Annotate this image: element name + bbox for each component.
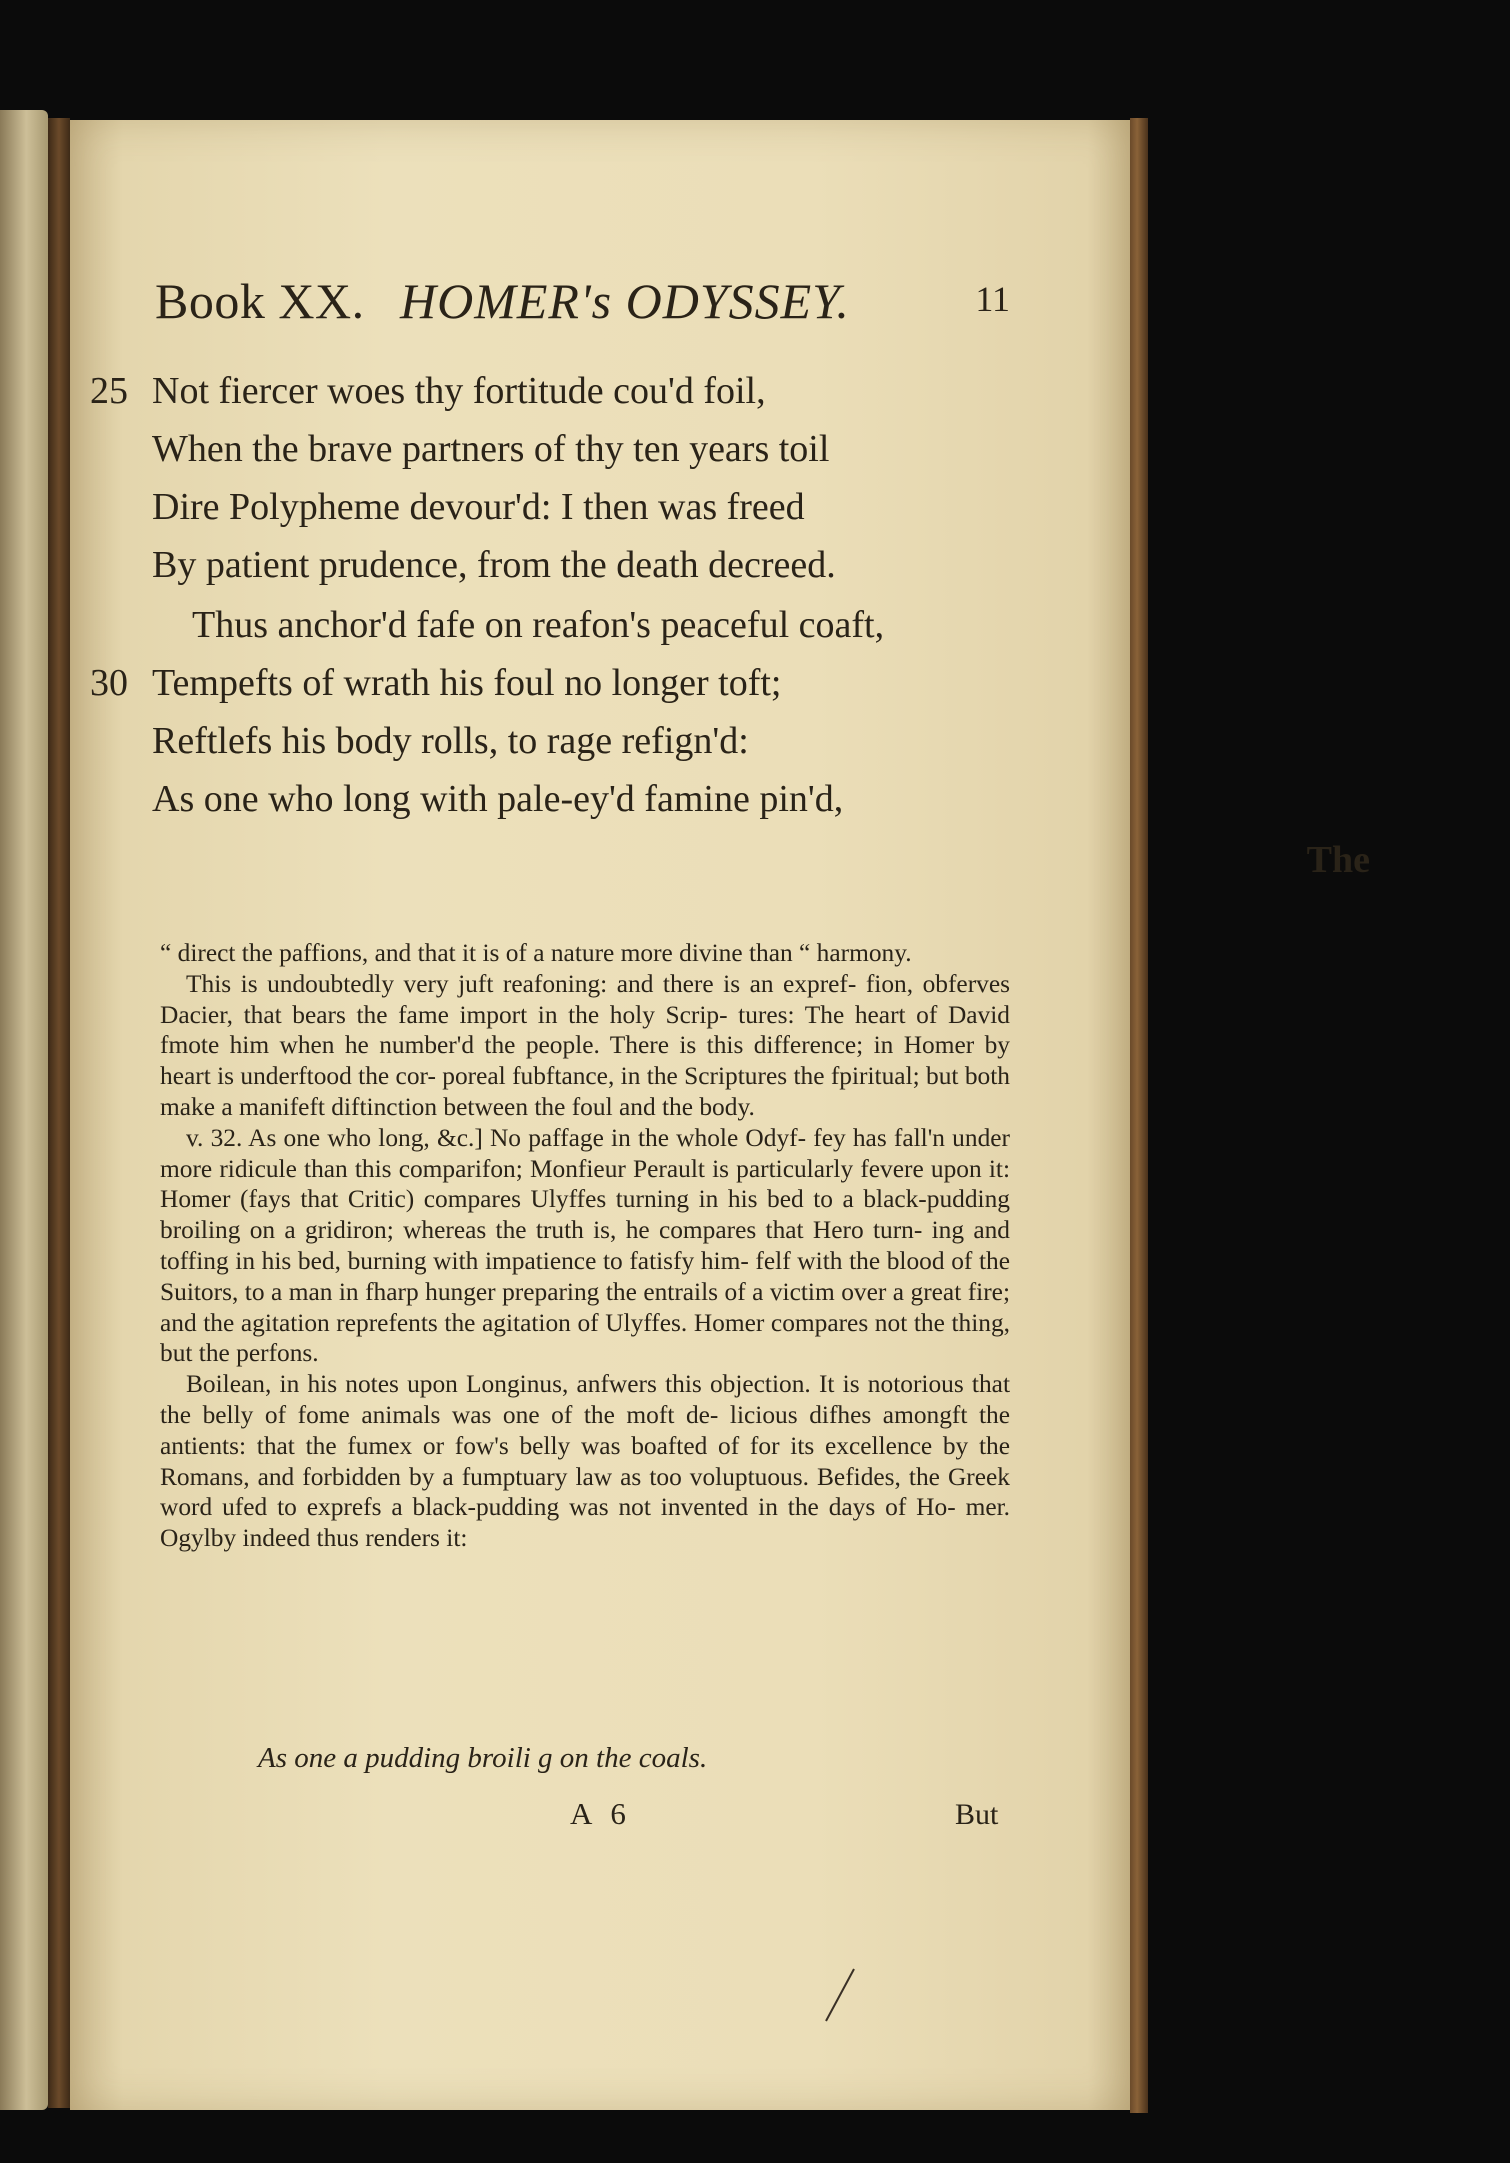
facing-page-edge xyxy=(0,110,48,2110)
line-number: 25 xyxy=(90,370,128,412)
quoted-verse: As one a pudding broili g on the coals. xyxy=(258,1742,708,1774)
book-gutter xyxy=(48,118,70,2108)
work-title: HOMER's ODYSSEY. xyxy=(400,273,850,329)
verse-text: By patient prudence, from the death decreed. xyxy=(152,544,836,586)
footer-catchword: But xyxy=(955,1798,999,1831)
verse-text: Reftlefs his body rolls, to rage refign'd: xyxy=(152,720,749,762)
verse-text: Tempefts of wrath his foul no longer toft; xyxy=(152,662,782,704)
verse-text: Thus anchor'd fafe on reafon's peaceful coaft, xyxy=(192,604,885,646)
running-head xyxy=(155,272,1010,342)
note-paragraph: Boilean, in his notes upon Longinus, anfwers this objection. It is notorious that the belly of fome animals was one of the moft de- licious difhes amongft the antients: that the fumex or fow's belly was boafted of for its excellence by the Romans, and forbidden by a fumptuary law as too voluptuous. Befides, the Greek word ufed to exprefs a black-pudding was not invented in the days of Ho- mer. Ogylby indeed thus renders it: xyxy=(160,1370,1010,1553)
page-number: 11 xyxy=(975,279,1010,319)
verse-text: As one who long with pale-ey'd famine pin'd, xyxy=(152,778,844,820)
verse-text: Dire Polypheme devour'd: I then was freed xyxy=(152,486,805,528)
line-number: 30 xyxy=(90,662,128,704)
note-paragraph: This is undoubtedly very juft reafoning: and there is an expref- fion, obferves Dacier, that bears the fame import in the holy Scrip- tures: The heart of David fmote him when he number'd the people. There is this difference; in Homer by heart is underftood the cor- poreal fubftance, in the Scriptures the fpiritual; but both make a manifeft diftinction between the foul and the body. xyxy=(160,969,1010,1121)
verse-text: When the brave partners of thy ten years toil xyxy=(152,428,830,470)
book-cover-edge xyxy=(1130,118,1148,2113)
footnotes xyxy=(160,938,1010,1554)
verse-text: Not fiercer woes thy fortitude cou'd foil, xyxy=(152,370,766,412)
signature-mark: A 6 xyxy=(570,1796,632,1831)
catchword: The xyxy=(1306,839,1370,881)
book-label: Book XX. xyxy=(155,273,365,329)
note-paragraph: v. 32. As one who long, &c.] No paffage in the whole Odyf- fey has fall'n under more ridicule than this comparifon; Monfieur Perault is particularly fevere upon it: Homer (fays that Critic) compares Ulyffes turning in his bed to a black-pudding broiling on a gridiron; whereas the truth is, he compares that Hero turn- ing and toffing in his bed, burning with impatience to fatisfy him- felf with the blood of the Suitors, to a man in fharp hunger preparing the entrails of a victim over a great fire; and the agitation reprefents the agitation of Ulyffes. Homer compares not the thing, but the perfons. xyxy=(160,1123,1010,1368)
pen-stroke-mark xyxy=(820,1965,860,2025)
note-paragraph: “ direct the paffions, and that it is of a nature more divine than “ harmony. xyxy=(160,939,912,967)
